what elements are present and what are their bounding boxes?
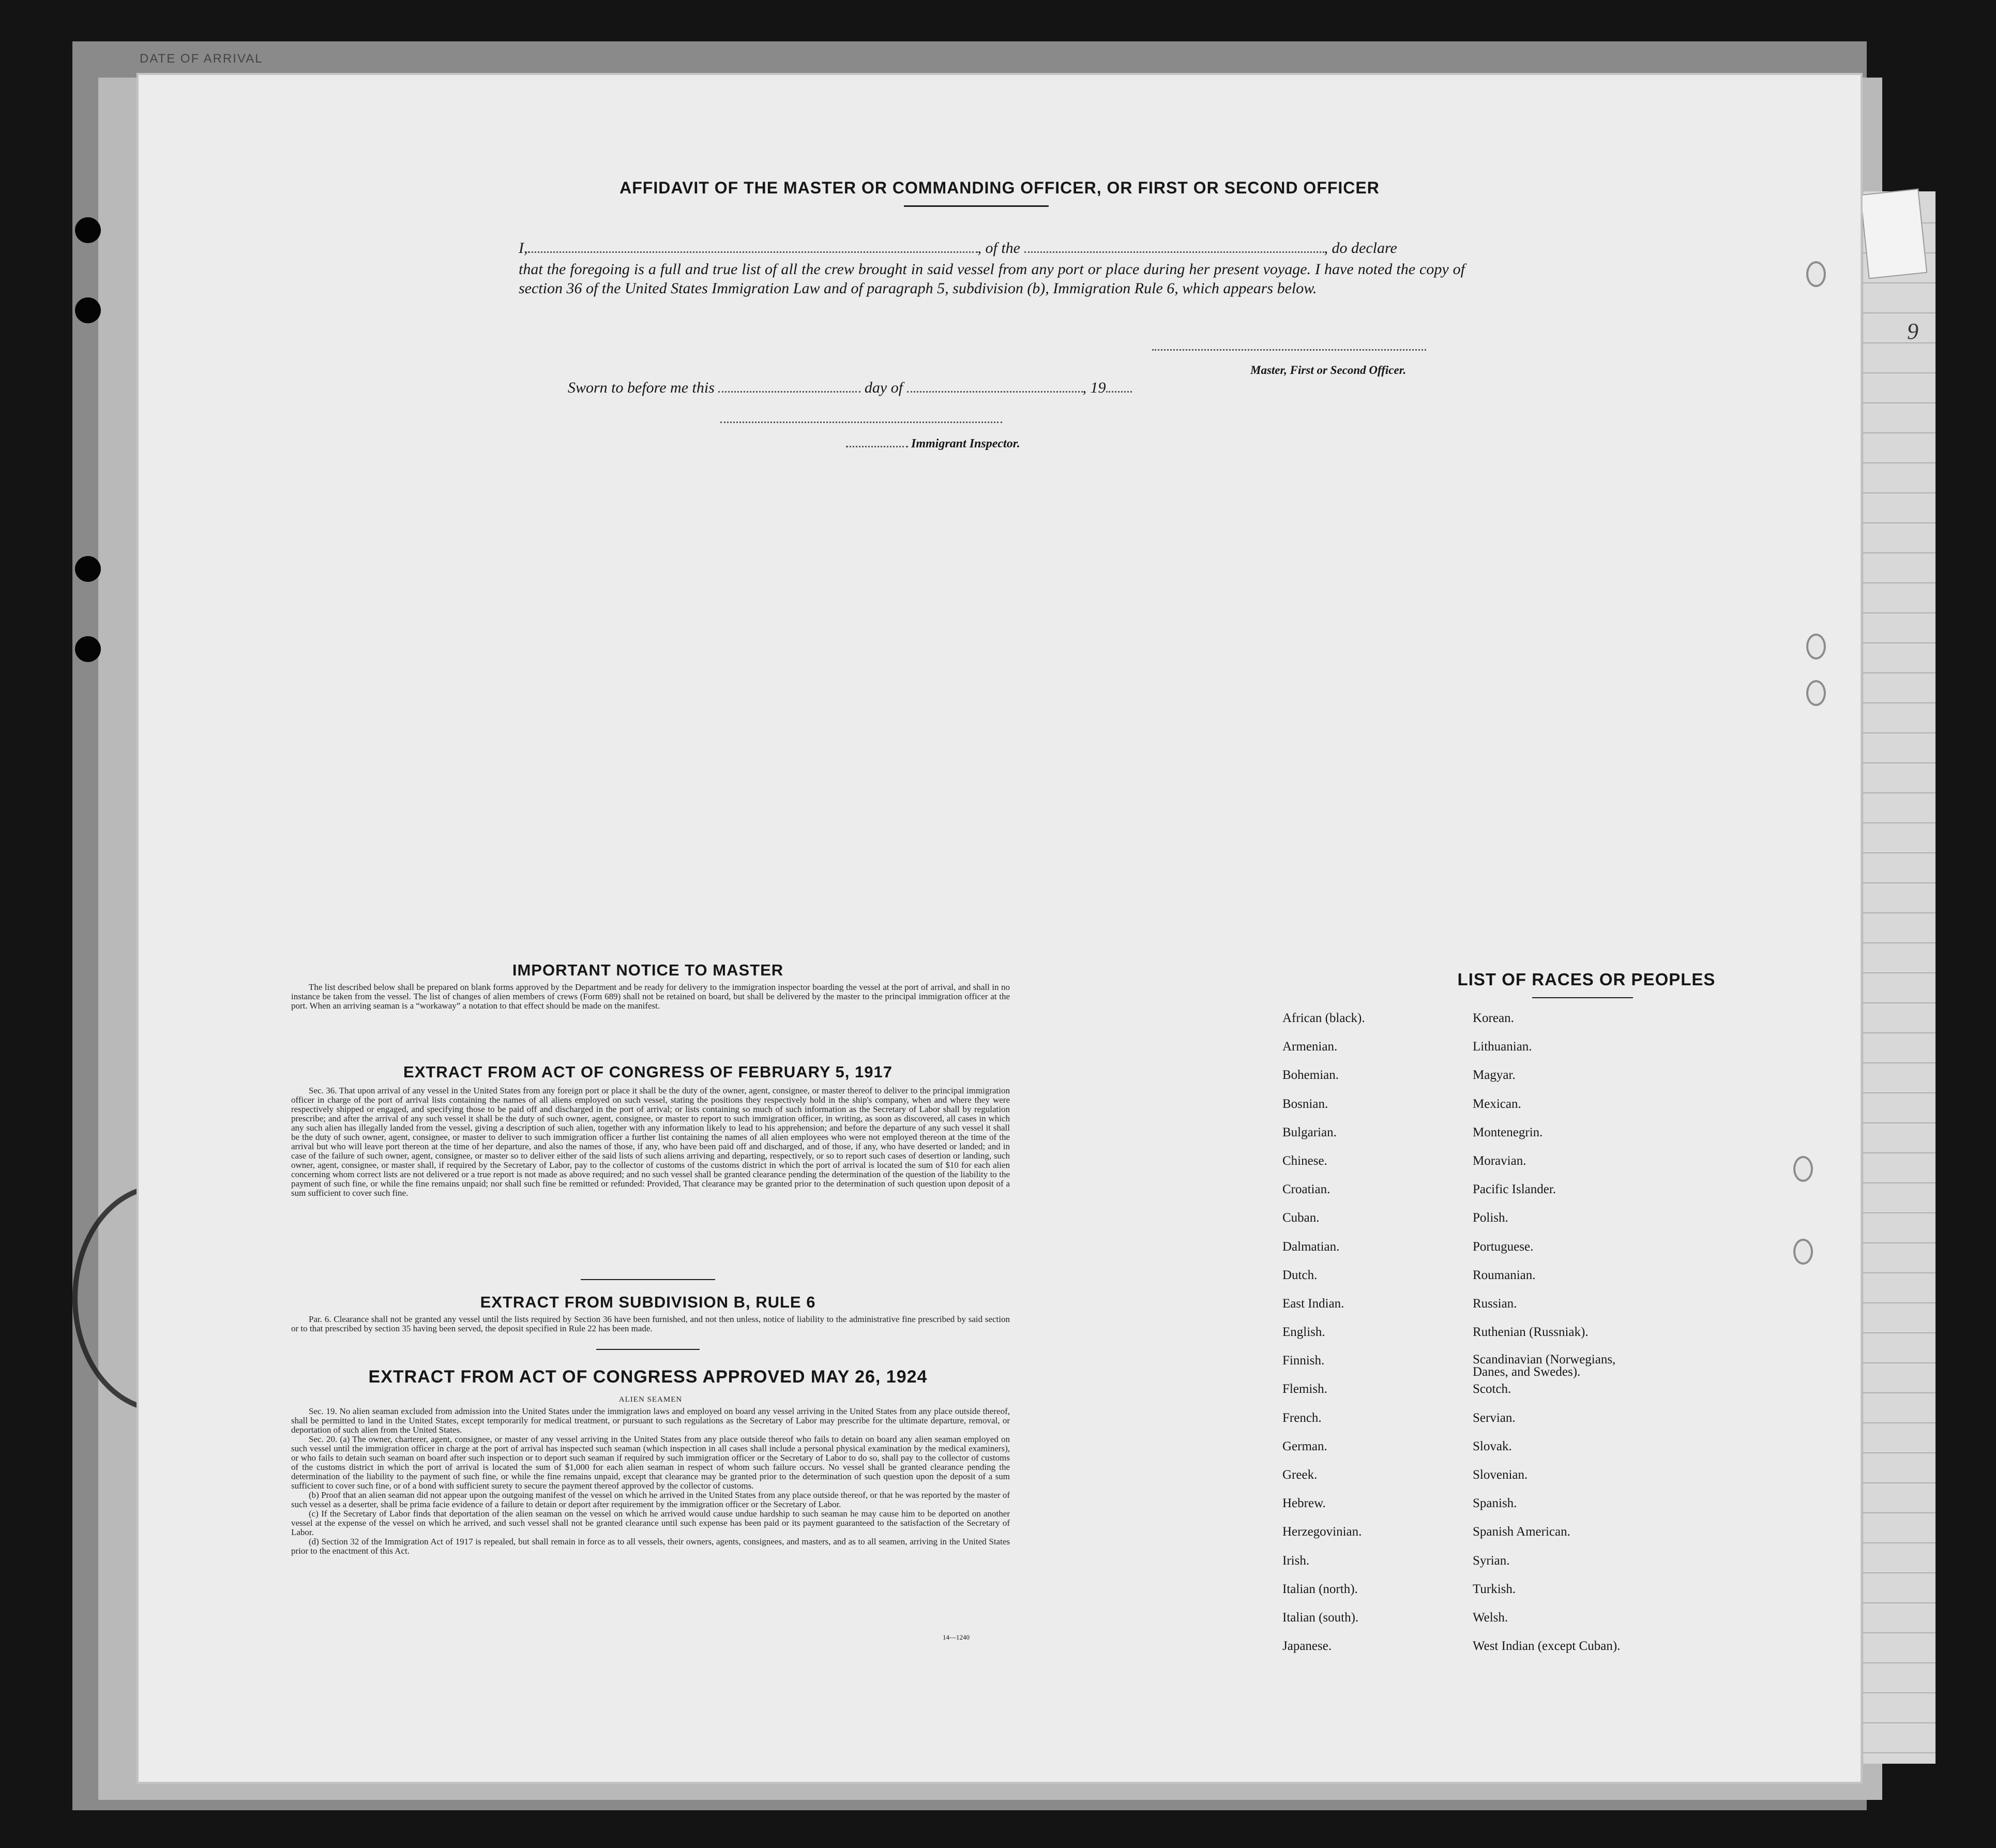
binder-hole — [75, 636, 101, 662]
race-item-syrian: Syrian. — [1473, 1553, 1510, 1568]
race-item-dalmatian: Dalmatian. — [1282, 1239, 1340, 1254]
race-item-french: French. — [1282, 1410, 1322, 1425]
strip-rule-line — [1863, 612, 1935, 613]
strip-rule-line — [1863, 1362, 1935, 1363]
extract-rule6-paragraph: Par. 6. Clearance shall not be granted any vessel until the lists required by Section 36 have been furnished, and not then unless, notice of liability to the administrative fine prescribed by said section or to that prescribed by section 35 having been served, the deposit specified in Rule 22 has been made. — [291, 1314, 1010, 1333]
extract-1924-paragraph: (b) Proof that an alien seaman did not appear upon the outgoing manifest of the vessel on which he arrived in the United States from any place outside thereof, or that he was reported by the master of such vessel as a deserter, shall be prima facie evidence of a failure to detain or deport after requirement by the immigration officer or the Secretary of Labor. — [291, 1490, 1010, 1509]
race-item-slovak: Slovak. — [1473, 1439, 1512, 1453]
race-item-east-indian: East Indian. — [1282, 1296, 1344, 1311]
race-item-scandinavian-norwegians-danes-and-swedes: Scandinavian (Norwegians, Danes, and Swedes). — [1473, 1353, 1616, 1379]
race-item-slovenian: Slovenian. — [1473, 1468, 1528, 1482]
binder-hole — [75, 556, 101, 582]
strip-rule-line — [1863, 1632, 1935, 1633]
strip-rule-line — [1863, 1692, 1935, 1693]
race-item-spanish: Spanish. — [1473, 1496, 1517, 1511]
notice-title: IMPORTANT NOTICE TO MASTER — [512, 961, 784, 979]
page-hole — [1793, 1156, 1813, 1182]
sworn-prefix: Sworn to before me this — [568, 379, 715, 396]
race-item-herzegovinian: Herzegovinian. — [1282, 1525, 1362, 1539]
binder-hole — [75, 297, 101, 323]
strip-rule-line — [1863, 1422, 1935, 1423]
affidavit-page — [139, 75, 1918, 1782]
page-hole — [1793, 1239, 1813, 1265]
sworn-month-blank[interactable] — [907, 378, 1083, 393]
handwritten-note: 9 — [1907, 319, 1918, 344]
form-number: 14—1240 — [943, 1633, 970, 1641]
strip-rule-line — [1863, 1002, 1935, 1003]
strip-rule-line — [1863, 522, 1935, 523]
title-rule — [904, 205, 1049, 207]
strip-rule-line — [1863, 1662, 1935, 1663]
race-item-chinese: Chinese. — [1282, 1153, 1327, 1168]
extract-1924-paragraph: Sec. 19. No alien seaman excluded from admission into the United States under the immigration laws and employed on board any vessel arriving in the United States from any place outside thereof, shall be permitted to land in the United States, except temporarily for medical treatment, or pursuant to such regulations as the Secretary of Labor may prescribe for the ultimate departure, removal, or deportation of such alien from the United States. — [291, 1406, 1010, 1435]
extract-1924-paragraph: (c) If the Secretary of Labor finds that deportation of the alien seaman on the vessel on which he arrived would cause undue hardship to such seaman he may cause him to be deported on another vessel at the expense of the vessel on which he arrived, and such vessel shall not be granted clearance until such expense has been paid or its payment guaranteed to the satisfaction of the Secretary of Labor. — [291, 1509, 1010, 1537]
race-item-lithuanian: Lithuanian. — [1473, 1040, 1532, 1054]
races-left-column — [1282, 1011, 1365, 1667]
sworn-line — [568, 378, 1132, 397]
race-item-montenegrin: Montenegrin. — [1473, 1125, 1543, 1139]
strip-rule-line — [1863, 702, 1935, 703]
race-item-spanish-american: Spanish American. — [1473, 1525, 1570, 1539]
race-item-hebrew: Hebrew. — [1282, 1496, 1326, 1511]
strip-rule-line — [1863, 822, 1935, 823]
torn-paper-fragment — [1860, 188, 1928, 279]
race-item-irish: Irish. — [1282, 1553, 1310, 1568]
strip-rule-line — [1863, 402, 1935, 403]
page-hole — [1806, 634, 1826, 659]
race-item-portuguese: Portuguese. — [1473, 1239, 1534, 1254]
strip-rule-line — [1863, 1482, 1935, 1483]
extract-rule6-text — [291, 1315, 1010, 1333]
signature-blank[interactable] — [1152, 349, 1426, 351]
declaration-of-the: , of the — [977, 239, 1020, 257]
race-item-magyar: Magyar. — [1473, 1068, 1516, 1083]
declaration-i: I, — [519, 239, 528, 257]
strip-rule-line — [1863, 1602, 1935, 1603]
section-rule — [581, 1279, 715, 1280]
strip-rule-line — [1863, 342, 1935, 343]
strip-rule-line — [1863, 1452, 1935, 1453]
race-item-ruthenian-russniak: Ruthenian (Russniak). — [1473, 1325, 1589, 1340]
strip-rule-line — [1863, 882, 1935, 883]
strip-rule-line — [1863, 672, 1935, 673]
race-item-pacific-islander: Pacific Islander. — [1473, 1182, 1556, 1197]
strip-rule-line — [1863, 792, 1935, 793]
page-hole — [1806, 680, 1826, 706]
extract-1924-title: EXTRACT FROM ACT OF CONGRESS APPROVED MAY 26, 1924 — [368, 1367, 928, 1387]
inspector-lead-dots — [846, 439, 908, 447]
strip-rule-line — [1863, 1062, 1935, 1063]
race-item-bohemian: Bohemian. — [1282, 1068, 1339, 1083]
signature-label: Master, First or Second Officer. — [1250, 364, 1407, 377]
races-right-column — [1473, 1011, 1628, 1667]
strip-rule-line — [1863, 1302, 1935, 1303]
race-item-german: German. — [1282, 1439, 1327, 1453]
sworn-day-blank[interactable] — [718, 378, 860, 393]
strip-rule-line — [1863, 1242, 1935, 1243]
extract-1917-text — [291, 1086, 1010, 1198]
strip-rule-line — [1863, 942, 1935, 943]
strip-rule-line — [1863, 732, 1935, 733]
race-item-roumanian: Roumanian. — [1473, 1268, 1536, 1282]
race-item-welsh: Welsh. — [1473, 1610, 1508, 1625]
notice-text — [291, 983, 1010, 1011]
extract-1917-title: EXTRACT FROM ACT OF CONGRESS OF FEBRUARY 5, 1917 — [403, 1063, 893, 1081]
strip-rule-line — [1863, 1542, 1935, 1543]
declaration-declare: , do declare — [1324, 239, 1397, 257]
vessel-blank[interactable] — [1024, 238, 1324, 253]
race-item-greek: Greek. — [1282, 1468, 1318, 1482]
inspector-label: Immigrant Inspector. — [911, 437, 1020, 450]
extract-1924-paragraph: Sec. 20. (a) The owner, charterer, agent, consignee, or master of any vessel arriving in the United States from any place outside thereof who fails to detain on board any alien seaman employed on such vessel until the immigration officer in charge at the port of arrival has inspected such seaman (which inspection in all cases shall include a personal physical examination by the medical examiners), or who fails to detain such seaman on board after such inspection or to deport such seaman if required by such immigration officer or the Secretary of Labor to do so, shall pay to the collector of customs of the customs district in which the port of arrival is located the sum of $1,000 for each alien seaman in respect of whom such failure occurs. No vessel shall be granted clearance pending the determination of the liability to the payment of such fine, or while the fine remains unpaid, except that clearance may be granted prior to the determination of such question upon the deposit of a sum sufficient to cover such fine, or of a bond with sufficient surety to secure the payment thereof approved by the collector of customs. — [291, 1434, 1010, 1491]
race-item-finnish: Finnish. — [1282, 1354, 1325, 1368]
strip-rule-line — [1863, 492, 1935, 493]
strip-rule-line — [1863, 1512, 1935, 1513]
race-item-mexican: Mexican. — [1473, 1096, 1521, 1111]
strip-rule-line — [1863, 912, 1935, 913]
strip-rule-line — [1863, 1032, 1935, 1033]
race-item-croatian: Croatian. — [1282, 1182, 1330, 1197]
strip-rule-line — [1863, 972, 1935, 973]
race-item-english: English. — [1282, 1325, 1325, 1340]
race-item-turkish: Turkish. — [1473, 1582, 1516, 1596]
race-item-korean: Korean. — [1473, 1011, 1514, 1025]
strip-rule-line — [1863, 1392, 1935, 1393]
strip-rule-line — [1863, 642, 1935, 643]
race-item-servian: Servian. — [1473, 1410, 1516, 1425]
race-item-moravian: Moravian. — [1473, 1153, 1526, 1168]
strip-rule-line — [1863, 1272, 1935, 1273]
races-title-rule — [1532, 997, 1633, 998]
strip-rule-line — [1863, 282, 1935, 283]
sworn-year: , 19 — [1082, 379, 1106, 396]
race-item-italian-south: Italian (south). — [1282, 1610, 1359, 1625]
race-item-dutch: Dutch. — [1282, 1268, 1318, 1282]
race-item-bosnian: Bosnian. — [1282, 1096, 1328, 1111]
sworn-day-of: day of — [864, 379, 903, 396]
strip-rule-line — [1863, 1212, 1935, 1213]
strip-rule-line — [1863, 1722, 1935, 1723]
affidavit-title: AFFIDAVIT OF THE MASTER OR COMMANDING OFFICER, OR FIRST OR SECOND OFFICER — [619, 178, 1380, 197]
attached-ledger-strip — [1862, 191, 1935, 1764]
sworn-year-blank[interactable] — [1106, 378, 1132, 393]
race-item-bulgarian: Bulgarian. — [1282, 1125, 1337, 1139]
race-item-armenian: Armenian. — [1282, 1040, 1338, 1054]
race-item-polish: Polish. — [1473, 1211, 1508, 1225]
extract-1917-paragraph: Sec. 36. That upon arrival of any vessel in the United States from any foreign port or place it shall be the duty of the owner, agent, consignee, or master thereof to deliver to the principal immigration officer in charge of the port of arrival lists containing the names of all aliens employed on such vessel, stating the positions they respectively hold in the ship's company, when and where they were respectively shipped or engaged, and specifying those to be paid off and discharged in the port of arrival; or lists containing so much of such information as the Secretary of Labor shall by regulation prescribe; and after the arrival of any such vessel it shall be the duty of such owner, agent, consignee, or master to report to such immigration officer, in writing, as soon as discovered, all cases in which any such alien has illegally landed from the vessel, giving a description of such alien, together with any information likely to lead to his apprehension; and before the departure of any such vessel it shall be the duty of such owner, agent, consignee, or master to deliver to such immigration officer a further list containing the names of all alien employees who were not employed thereon at the time of the arrival but who will leave port thereon at the time of her departure, and also the names of those, if any, who have been paid off and discharged, and of those, if any, who have deserted or landed; and in case of the failure of such owner, agent, consignee, or master so to deliver either of the said lists of such aliens arriving and departing, respectively, or so to report such cases of desertion or landing, such owner, agent, consignee, or master shall, if required by the Secretary of Labor, pay to the collector of customs of the customs district in which the port of arrival is located the sum of $10 for each alien concerning whom correct lists are not delivered or a true report is not made as above required; and no such vessel shall be granted clearance pending the determination of the question of the liability to the payment of such fine, or while the fine remains unpaid; nor shall such fine be remitted or refunded: Provided, That clearance may be granted prior to the determination of such question upon deposit of a sum sufficient to cover such fine. — [291, 1086, 1010, 1198]
strip-rule-line — [1863, 762, 1935, 763]
strip-rule-line — [1863, 1122, 1935, 1123]
alien-seamen-subtitle: ALIEN SEAMEN — [618, 1395, 683, 1404]
back-page-header: DATE OF ARRIVAL — [140, 52, 263, 66]
strip-rule-line — [1863, 1092, 1935, 1093]
strip-rule-line — [1863, 852, 1935, 853]
declaration-body: that the foregoing is a full and true list of all the crew brought in said vessel from any port or place during her present voyage. I have noted the copy of section 36 of the United States Immigration Law and of paragraph 5, subdivision (b), Immigration Rule 6, which appears below. — [519, 261, 1465, 297]
races-title: LIST OF RACES OR PEOPLES — [1457, 970, 1716, 989]
strip-rule-line — [1863, 432, 1935, 433]
strip-rule-line — [1863, 1332, 1935, 1333]
name-blank[interactable] — [528, 238, 978, 253]
section-rule — [596, 1349, 700, 1350]
inspector-label-line — [846, 437, 1020, 451]
race-item-african-black: African (black). — [1282, 1011, 1365, 1025]
notice-paragraph: The list described below shall be prepared on blank forms approved by the Department and be ready for delivery to the immigration inspector boarding the vessel at the port of arrival, and shall in no instance be taken from the vessel. The list of changes of alien members of crews (Form 689) shall not be retained on board, but shall be delivered by the master to the principal immigration officer at the port. When an arriving seaman is a “workaway” a notation to that effect should be made on the manifest. — [291, 982, 1010, 1011]
strip-rule-line — [1863, 1752, 1935, 1753]
page-hole — [1806, 261, 1826, 287]
race-item-west-indian-except-cuban: West Indian (except Cuban). — [1473, 1639, 1621, 1654]
strip-rule-line — [1863, 1152, 1935, 1153]
declaration-line — [519, 238, 1397, 257]
extract-1924-paragraph: (d) Section 32 of the Immigration Act of 1917 is repealed, but shall remain in force as to all vessels, their owners, agents, consignees, and masters, and as to all seamen, arriving in the United States prior to the enactment of this Act. — [291, 1537, 1010, 1556]
race-item-scotch: Scotch. — [1473, 1382, 1511, 1396]
extract-rule6-title: EXTRACT FROM SUBDIVISION B, RULE 6 — [480, 1293, 816, 1311]
strip-rule-line — [1863, 1182, 1935, 1183]
race-item-flemish: Flemish. — [1282, 1382, 1327, 1396]
binder-hole — [75, 217, 101, 243]
strip-rule-line — [1863, 1572, 1935, 1573]
strip-rule-line — [1863, 372, 1935, 373]
inspector-blank[interactable] — [720, 422, 1002, 423]
strip-rule-line — [1863, 462, 1935, 463]
race-item-italian-north: Italian (north). — [1282, 1582, 1358, 1596]
strip-rule-line — [1863, 582, 1935, 583]
race-item-russian: Russian. — [1473, 1296, 1517, 1311]
race-item-cuban: Cuban. — [1282, 1211, 1320, 1225]
strip-rule-line — [1863, 552, 1935, 553]
race-item-japanese: Japanese. — [1282, 1639, 1332, 1654]
extract-1924-text — [291, 1407, 1010, 1556]
strip-rule-line — [1863, 312, 1935, 313]
